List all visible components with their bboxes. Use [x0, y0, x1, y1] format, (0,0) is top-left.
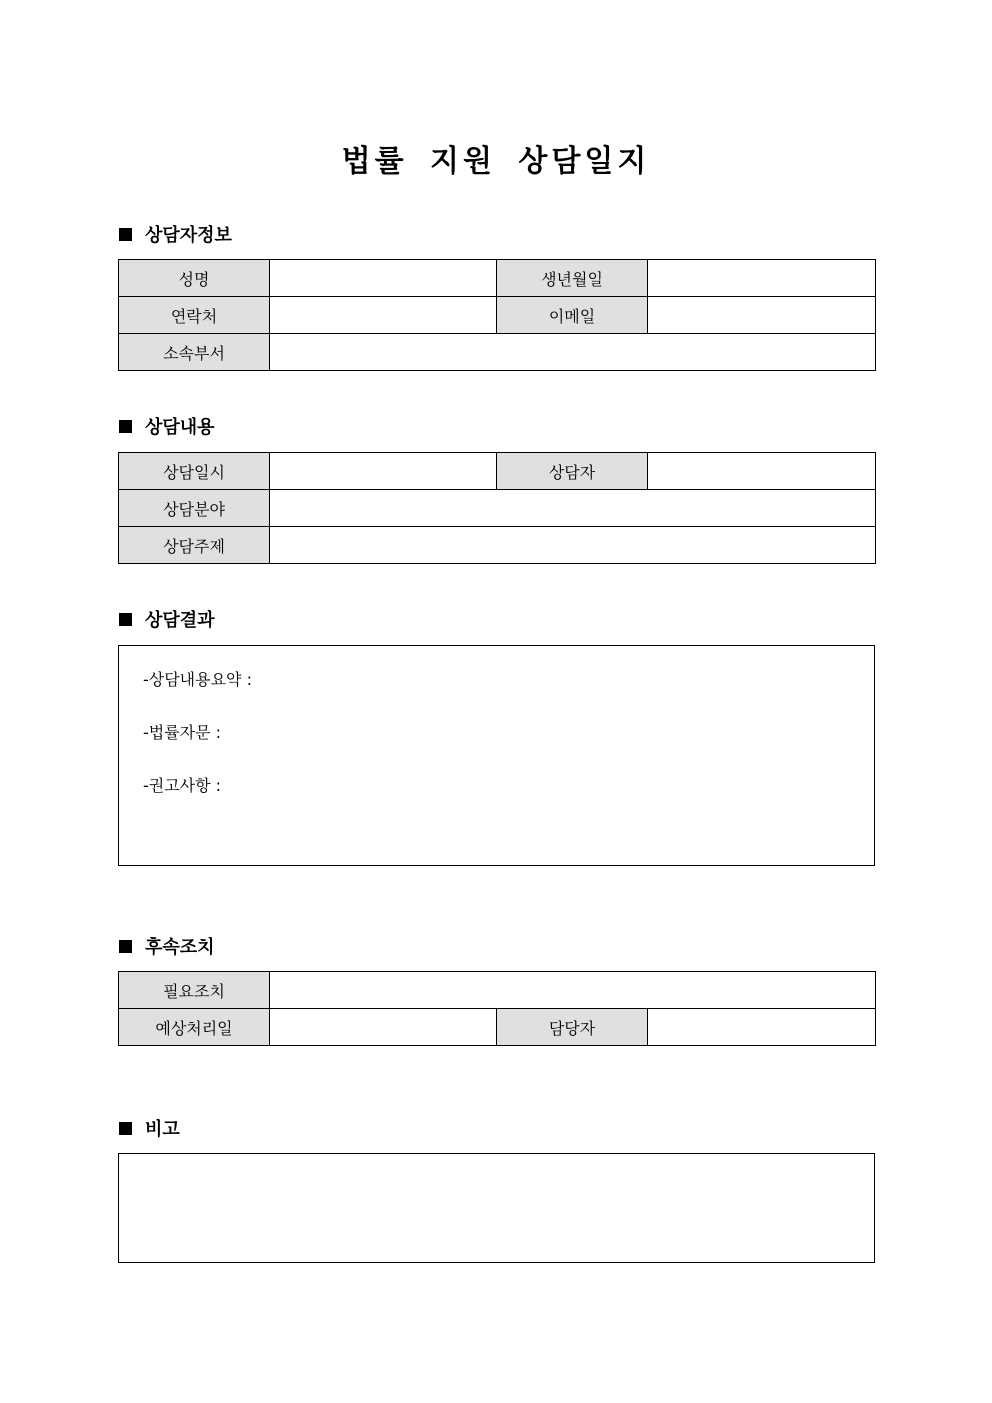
table-row — [119, 260, 876, 297]
page-title: 법률 지원 상담일지 — [341, 144, 651, 179]
action-field[interactable] — [270, 972, 876, 1009]
counselor-label: 상담자 — [497, 453, 648, 490]
client-info-table — [118, 259, 876, 371]
section-result-heading — [119, 607, 215, 631]
action-label: 필요조치 — [119, 972, 270, 1009]
name-field[interactable] — [270, 260, 497, 297]
square-bullet-icon — [119, 1122, 132, 1135]
contact-field[interactable] — [270, 297, 497, 334]
birth-field[interactable] — [648, 260, 876, 297]
due-label: 예상처리일 — [119, 1009, 270, 1046]
section-consult-heading — [119, 414, 215, 438]
consult-table — [118, 452, 876, 564]
owner-label: 담당자 — [497, 1009, 648, 1046]
section-title: 상담자정보 — [145, 225, 232, 246]
section-remarks-heading — [119, 1116, 180, 1140]
advice-line: -법률자문 : — [143, 723, 222, 742]
dept-field[interactable] — [270, 334, 876, 371]
remarks-box[interactable] — [118, 1153, 875, 1263]
recommend-line: -권고사항 : — [143, 776, 222, 795]
table-row — [119, 334, 876, 371]
table-row — [119, 490, 876, 527]
square-bullet-icon — [119, 940, 132, 953]
field-field[interactable] — [270, 490, 876, 527]
section-title: 상담결과 — [145, 610, 215, 631]
datetime-label: 상담일시 — [119, 453, 270, 490]
square-bullet-icon — [119, 228, 132, 241]
topic-label: 상담주제 — [119, 527, 270, 564]
followup-table — [118, 971, 876, 1046]
square-bullet-icon — [119, 613, 132, 626]
result-box[interactable] — [118, 645, 875, 866]
birth-label: 생년월일 — [497, 260, 648, 297]
email-label: 이메일 — [497, 297, 648, 334]
owner-field[interactable] — [648, 1009, 876, 1046]
section-client-info-heading — [119, 222, 232, 246]
email-field[interactable] — [648, 297, 876, 334]
section-title: 상담내용 — [145, 417, 215, 438]
section-title: 후속조치 — [145, 937, 215, 958]
summary-line: -상담내용요약 : — [143, 670, 252, 689]
table-row — [119, 527, 876, 564]
due-field[interactable] — [270, 1009, 497, 1046]
name-label: 성명 — [119, 260, 270, 297]
table-row — [119, 297, 876, 334]
table-row — [119, 972, 876, 1009]
section-followup-heading — [119, 934, 215, 958]
contact-label: 연락처 — [119, 297, 270, 334]
square-bullet-icon — [119, 420, 132, 433]
field-label: 상담분야 — [119, 490, 270, 527]
section-title: 비고 — [145, 1119, 180, 1140]
table-row — [119, 1009, 876, 1046]
datetime-field[interactable] — [270, 453, 497, 490]
topic-field[interactable] — [270, 527, 876, 564]
dept-label: 소속부서 — [119, 334, 270, 371]
table-row — [119, 453, 876, 490]
counselor-field[interactable] — [648, 453, 876, 490]
